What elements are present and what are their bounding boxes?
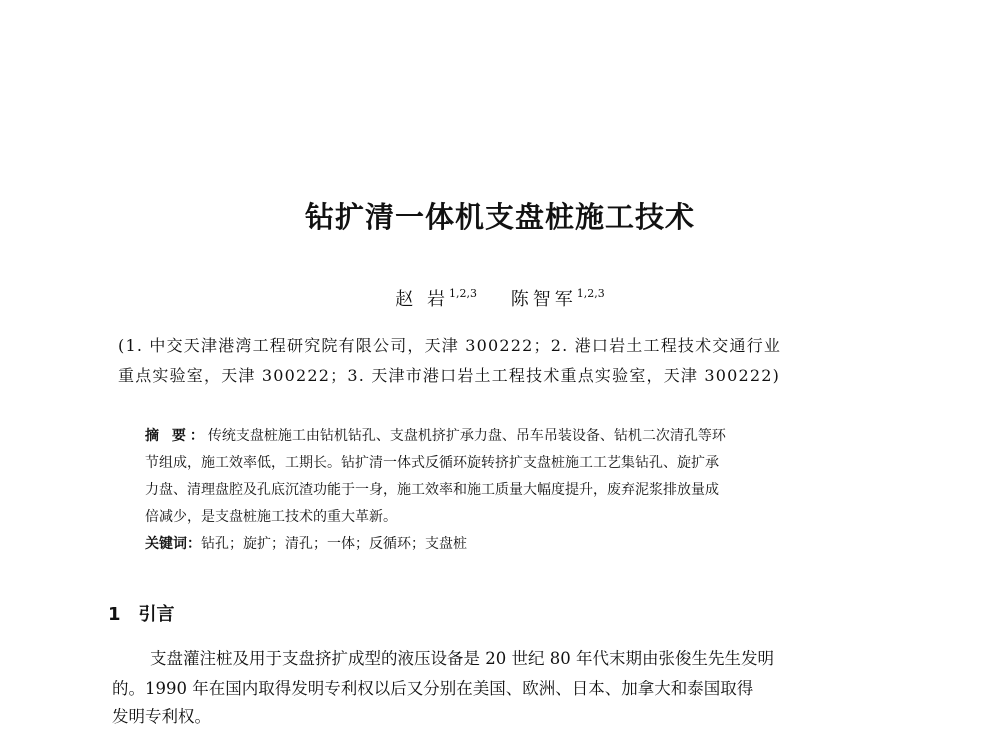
section-heading (108, 600, 175, 626)
abstract-label: 摘 要： (145, 428, 208, 444)
author-affiliation-marker: 1,2,3 (449, 287, 477, 300)
section-number: 1 (108, 604, 121, 625)
body-text-line: 支盘灌注桩及用于支盘挤扩成型的液压设备是 20 世纪 80 年代末期由张俊生先生发明 (150, 649, 774, 668)
body-text-line: 发明专利权。 (112, 707, 211, 726)
affiliation-line: 重点实验室，天津 300222；3. 天津市港口岩土工程技术重点实验室，天津 300222) (118, 366, 781, 385)
abstract-line (145, 423, 855, 450)
body-text-line: 的。1990 年在国内取得发明专利权以后又分别在美国、欧洲、日本、加拿大和泰国取得 (112, 679, 754, 698)
author-1 (395, 285, 477, 311)
abstract-text: 传统支盘桩施工由钻机钻孔、支盘机挤扩承力盘、吊车吊装设备、钻机二次清孔等环 (207, 428, 726, 444)
author-affiliation-marker: 1,2,3 (576, 287, 605, 300)
abstract-line: 节组成，施工效率低，工期长。钻扩清一体式反循环旋转挤扩支盘桩施工工艺集钻孔、旋扩承 (145, 455, 719, 471)
keywords-line (145, 531, 855, 558)
keywords-label: 关键词： (145, 536, 201, 552)
abstract-line: 倍减少，是支盘桩施工技术的重大革新。 (145, 509, 397, 525)
author-2 (511, 285, 605, 311)
keywords-text: 钻孔；旋扩；清孔；一体；反循环；支盘桩 (201, 536, 467, 552)
author-name: 赵 岩 (395, 289, 449, 310)
affiliation-line: (1. 中交天津港湾工程研究院有限公司，天津 300222；2. 港口岩土工程技术交通行业 (118, 336, 782, 355)
section-title: 引言 (138, 604, 175, 625)
abstract-line: 力盘、清理盘腔及孔底沉渣功能于一身，施工效率和施工质量大幅度提升，废弃泥浆排放量成 (145, 482, 719, 498)
author-name: 陈智军 (510, 289, 577, 310)
paper-title: 钻扩清一体机支盘桩施工技术 (304, 200, 695, 234)
author-list (0, 285, 1000, 311)
